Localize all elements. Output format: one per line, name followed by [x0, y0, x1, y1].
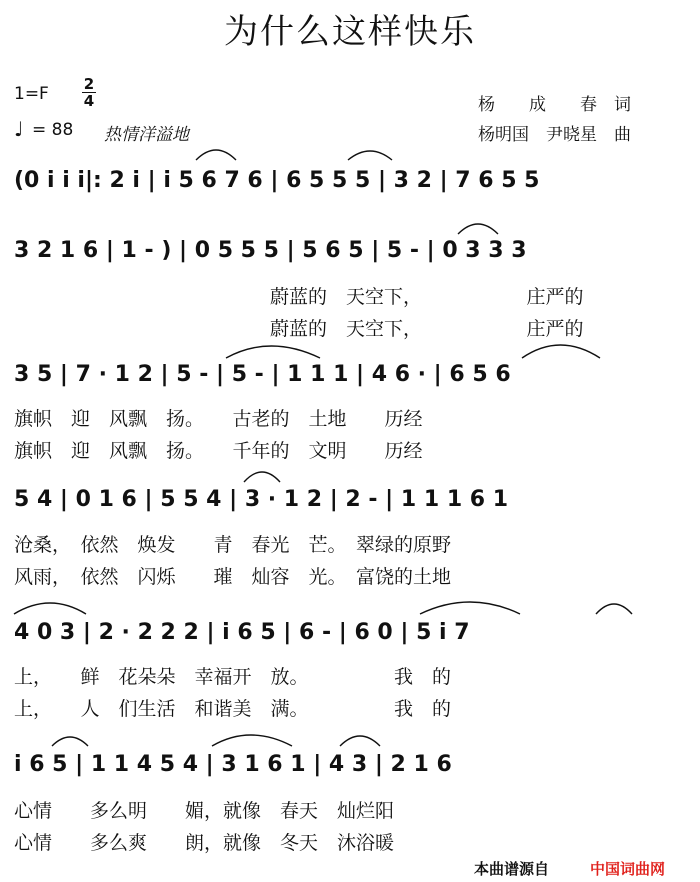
- slur-mark: [226, 346, 320, 358]
- slur-mark: [348, 151, 392, 160]
- slur-mark: [458, 224, 498, 234]
- slur-mark: [596, 604, 632, 614]
- quarter-note-icon: ♩: [14, 117, 24, 141]
- lyric-line-5b: 上， 人 们生活 和谐美 满。 我 的: [14, 698, 452, 720]
- slur-mark: [522, 345, 600, 358]
- time-signature-bottom: 4: [83, 92, 95, 110]
- lyric-line-2b: 蔚蓝的 天空下， 庄严的: [270, 318, 584, 340]
- slur-mark: [196, 150, 236, 160]
- slur-mark: [212, 735, 292, 746]
- slur-mark: [14, 603, 86, 614]
- slur-mark: [244, 472, 280, 482]
- lyric-line-4a: 沧桑， 依然 焕发 青 春光 芒。 翠绿的原野: [14, 534, 452, 556]
- expression-mark: 热情洋溢地: [104, 125, 189, 145]
- key-signature: 1=F: [14, 84, 49, 104]
- lyric-line-6a: 心情 多么明 媚，就像 春天 灿烂阳: [14, 800, 395, 822]
- staff-line-5: 4 0 3 | 2 · 2 2 2 | i 6 5 | 6 - | 6 0 | 5 i 7: [14, 620, 470, 645]
- staff-line-1: (0 i i i|: 2 i | i 5 6 7 6 | 6 5 5 5 | 3 2 | 7 6 5 5: [14, 168, 540, 193]
- slur-mark: [340, 736, 380, 746]
- staff-line-3: 3 5 | 7 · 1 2 | 5 - | 5 - | 1 1 1 | 4 6 · | 6 5 6: [14, 362, 511, 387]
- lyric-line-6b: 心情 多么爽 朗，就像 冬天 沐浴暖: [14, 832, 395, 854]
- site-credit: 中国词曲网: [590, 860, 666, 878]
- slur-mark: [420, 602, 520, 614]
- composer-credit: 杨明国 尹晓星 曲: [478, 125, 631, 145]
- slur-mark: [52, 737, 88, 746]
- staff-line-2: 3 2 1 6 | 1 - ) | 0 5 5 5 | 5 6 5 | 5 - | 0 3 3 3: [14, 238, 527, 263]
- lyricist-credit: 杨 成 春 词: [478, 95, 631, 115]
- lyric-line-2a: 蔚蓝的 天空下， 庄严的: [270, 286, 584, 308]
- lyric-line-3a: 旗帜 迎 风飘 扬。 古老的 土地 历经: [14, 408, 423, 430]
- source-note: 本曲谱源自: [474, 860, 550, 878]
- lyric-line-5a: 上， 鲜 花朵朵 幸福开 放。 我 的: [14, 666, 452, 688]
- song-title: 为什么这样快乐: [224, 12, 476, 52]
- time-signature-top: 2: [83, 75, 95, 93]
- lyric-line-3b: 旗帜 迎 风飘 扬。 千年的 文明 历经: [14, 440, 423, 462]
- lyric-line-4b: 风雨， 依然 闪烁 璀 灿容 光。 富饶的土地: [14, 566, 452, 588]
- staff-line-4: 5 4 | 0 1 6 | 5 5 4 | 3 · 1 2 | 2 - | 1 1 1 6 1: [14, 487, 509, 512]
- staff-line-6: i 6 5 | 1 1 4 5 4 | 3 1 6 1 | 4 3 | 2 1 6: [14, 752, 452, 777]
- tempo-mark: = 88: [32, 120, 74, 140]
